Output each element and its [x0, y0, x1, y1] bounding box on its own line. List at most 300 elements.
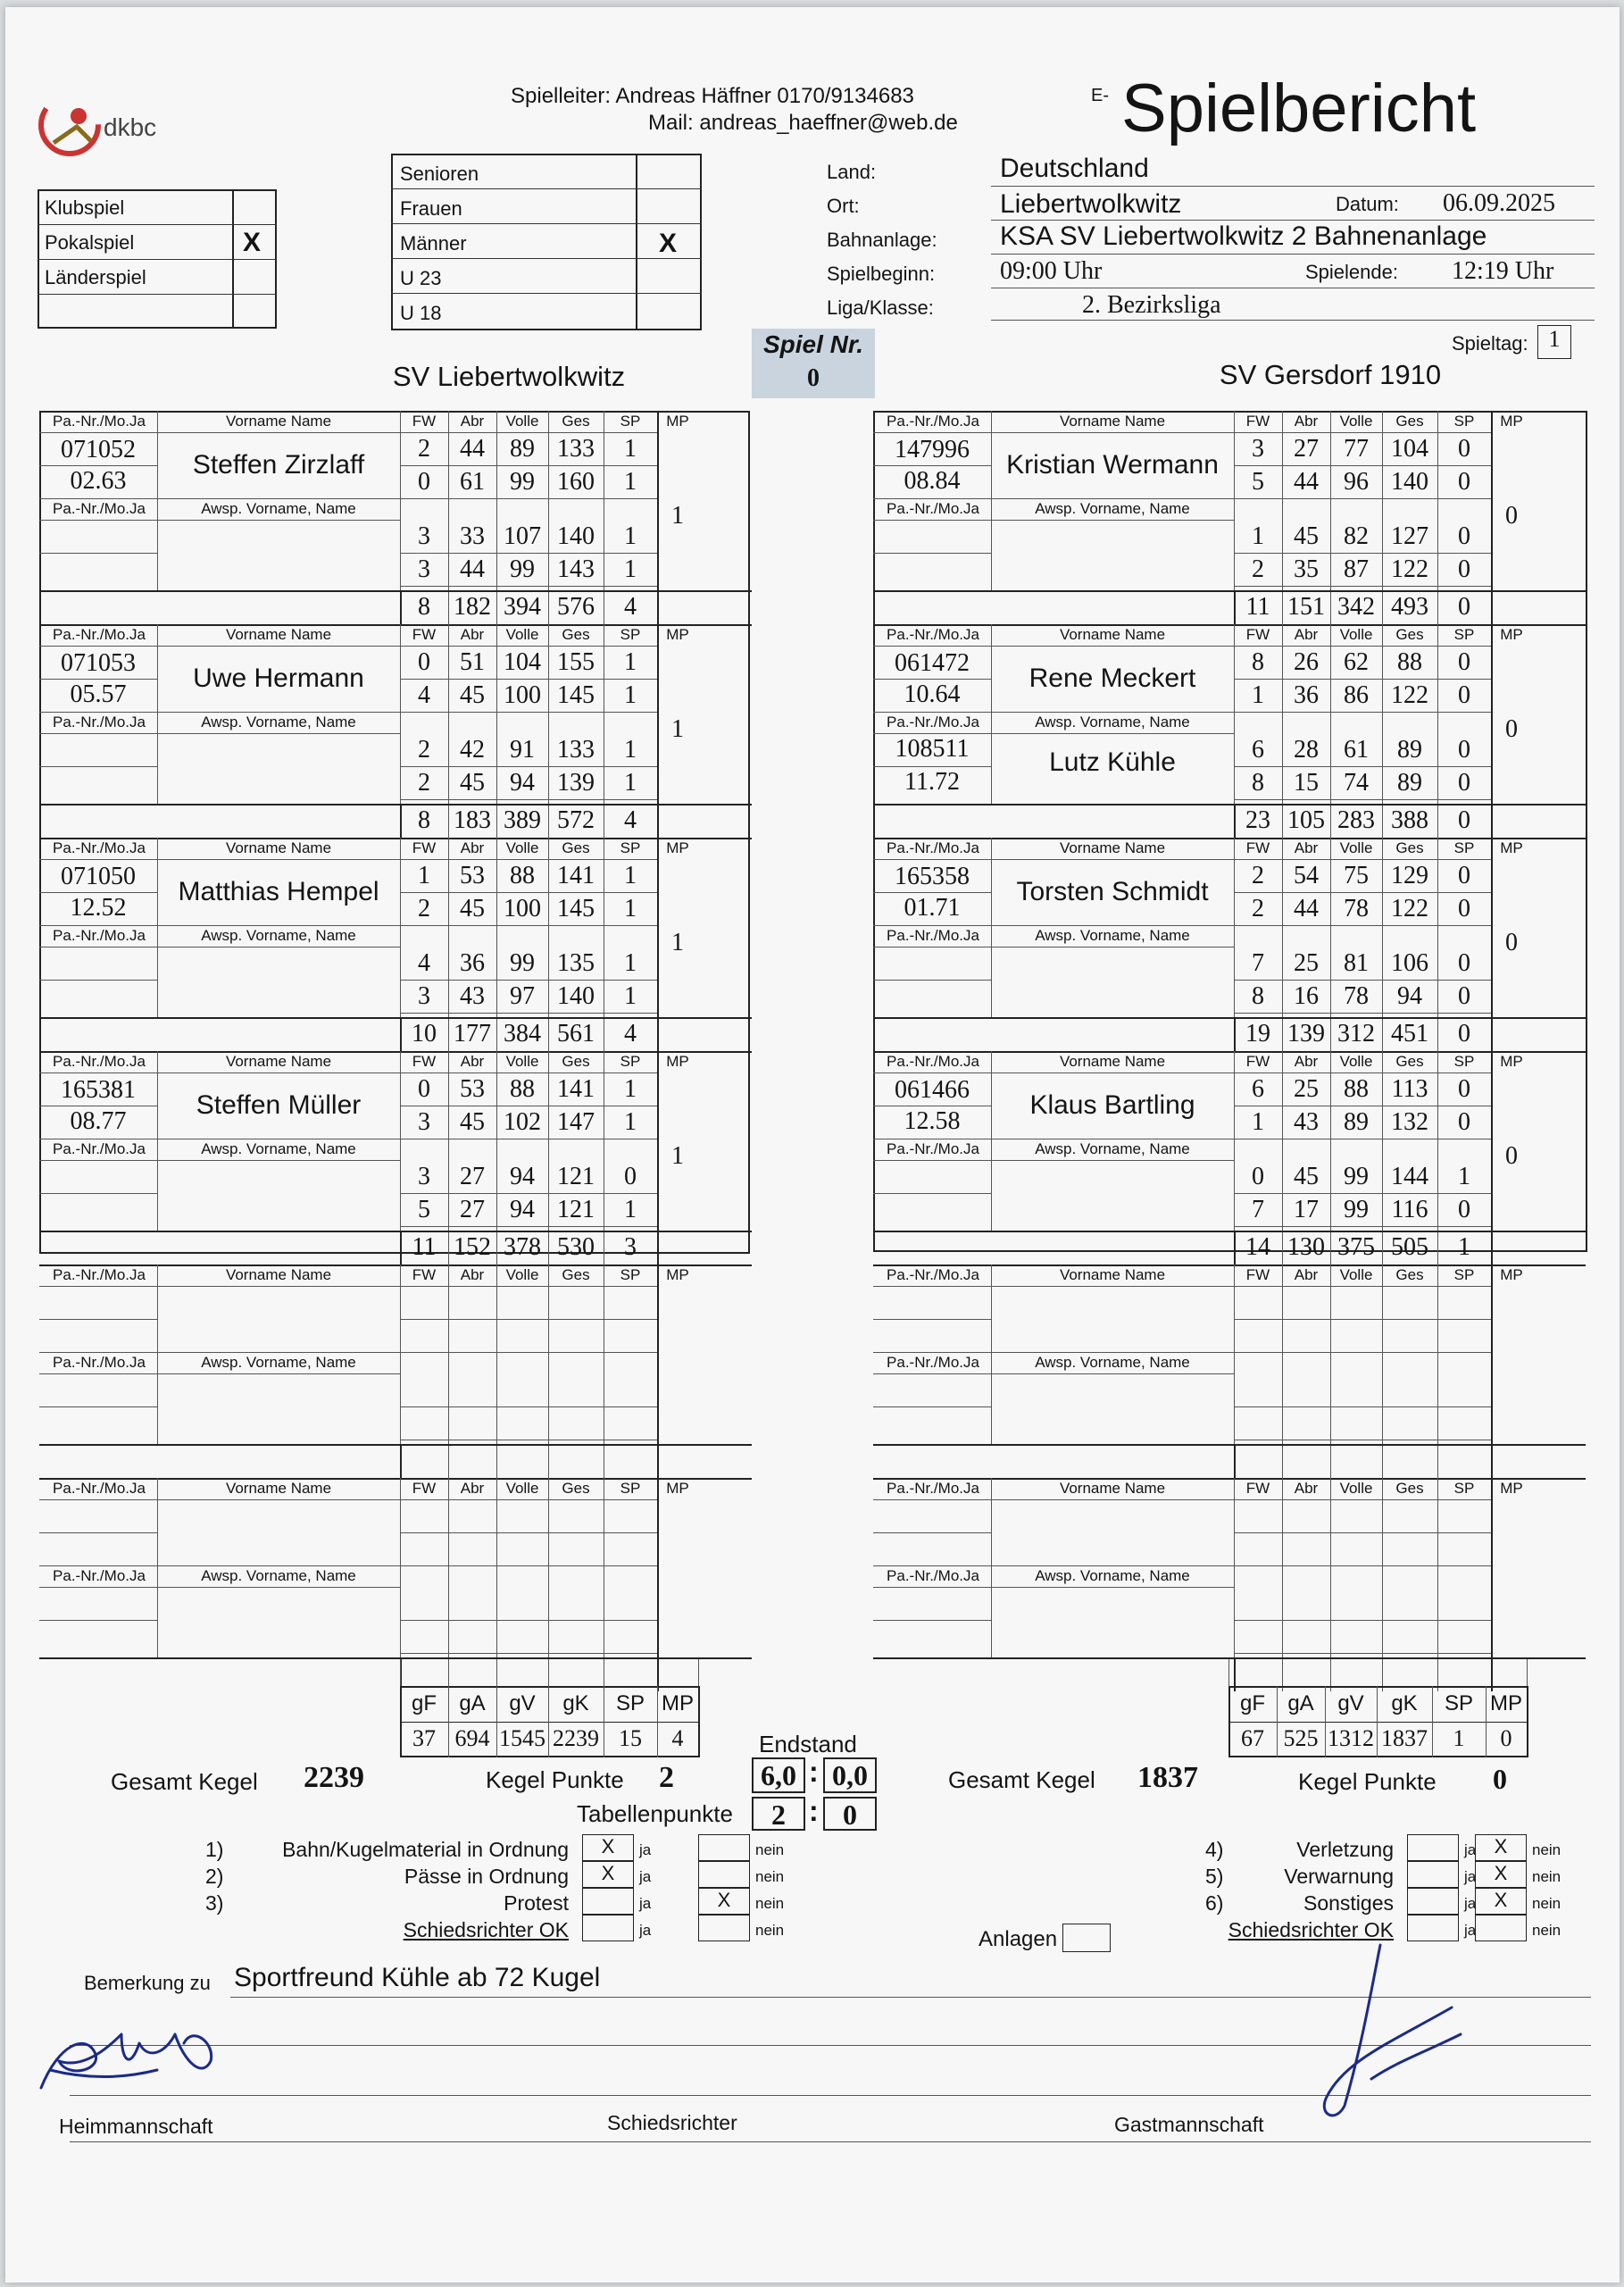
check-nein-box[interactable] — [1475, 1915, 1527, 1941]
score-cell: 143 — [557, 555, 595, 583]
score-cell: 17 — [1294, 1196, 1319, 1223]
pa-header: Pa.-Nr./Mo.Ja — [887, 1266, 979, 1283]
sum-value: 694 — [454, 1725, 490, 1751]
spielart-mark[interactable]: X — [243, 228, 262, 257]
sum-header: gA — [1287, 1691, 1314, 1715]
col-header-volle: Volle — [505, 839, 539, 856]
pa-header: Pa.-Nr./Mo.Ja — [887, 1053, 979, 1070]
col-header-abr: Abr — [460, 626, 485, 643]
score-cell: 16 — [1294, 982, 1319, 1010]
check-number: 4) — [1205, 1838, 1224, 1861]
score-cell: 2 — [1252, 862, 1264, 889]
sum-header: gK — [1391, 1691, 1418, 1715]
col-header-ges: Ges — [562, 1480, 590, 1497]
score-cell: 94 — [510, 1163, 535, 1190]
score-cell: 1 — [1252, 522, 1264, 550]
score-cell: 107 — [504, 522, 541, 550]
col-header-ges: Ges — [1395, 1480, 1424, 1497]
score-cell: 94 — [510, 769, 535, 797]
score-cell: 3 — [418, 555, 430, 583]
sum-header: gK — [562, 1691, 589, 1715]
score-cell: 0 — [1458, 769, 1470, 797]
score-cell: 140 — [1391, 468, 1428, 496]
score-cell: 3 — [418, 1108, 430, 1136]
total-cell: 19 — [1245, 1020, 1270, 1048]
ja-label: ja — [1464, 1868, 1477, 1885]
score-cell: 33 — [460, 522, 485, 550]
check-nein-box[interactable] — [698, 1834, 750, 1861]
liga-label: Liga/Klasse: — [827, 296, 934, 319]
score-cell: 44 — [1294, 895, 1319, 922]
score-cell: 26 — [1294, 648, 1319, 676]
score-cell: 0 — [1458, 468, 1470, 496]
total-cell: 183 — [454, 806, 491, 834]
score-cell: 1 — [624, 769, 637, 797]
sum-value: 1312 — [1328, 1725, 1374, 1751]
spielende-value: 12:19 Uhr — [1452, 257, 1554, 285]
sub-name-header: Awsp. Vorname, Name — [1035, 1140, 1190, 1157]
score-cell: 3 — [1252, 435, 1264, 463]
col-header-fw: FW — [412, 1480, 437, 1497]
col-header-sp: SP — [1453, 626, 1475, 643]
col-header-abr: Abr — [460, 413, 485, 430]
tabellen-away: 0 — [823, 1797, 877, 1831]
check-nein-box[interactable]: X — [1475, 1834, 1527, 1861]
score-cell: 104 — [504, 648, 541, 676]
score-cell: 62 — [1344, 648, 1369, 676]
home-kegelpunkte-label: Kegel Punkte — [486, 1766, 624, 1793]
mp-cell: 0 — [1505, 715, 1518, 743]
col-header-abr: Abr — [1294, 839, 1319, 856]
score-cell: 121 — [557, 1196, 595, 1223]
score-cell: 116 — [1391, 1196, 1428, 1223]
score-cell: 99 — [510, 949, 535, 977]
ort-value: Liebertwolkwitz — [1000, 189, 1182, 219]
score-cell: 88 — [1344, 1075, 1369, 1103]
klasse-label: Männer — [400, 232, 467, 255]
sum-value: 37 — [412, 1725, 436, 1751]
endstand-home: 6,0 — [752, 1757, 805, 1793]
score-cell: 2 — [418, 736, 430, 764]
score-cell: 28 — [1294, 736, 1319, 764]
total-cell: 8 — [418, 806, 430, 834]
score-cell: 45 — [460, 681, 485, 709]
check-label: Bahn/Kugelmaterial in Ordnung — [282, 1838, 569, 1861]
sum-value: 1 — [1453, 1725, 1465, 1751]
name-header: Vorname Name — [1059, 626, 1166, 643]
score-cell: 35 — [1294, 555, 1319, 583]
sum-value: 4 — [671, 1725, 684, 1751]
score-cell: 75 — [1344, 862, 1369, 889]
sub-name: Lutz Kühle — [1049, 747, 1176, 777]
player-pass-number: 071050 — [61, 863, 136, 890]
nein-label: nein — [755, 1895, 785, 1912]
total-cell: 11 — [1245, 593, 1270, 621]
score-cell: 2 — [1252, 895, 1264, 922]
total-cell: 283 — [1337, 806, 1375, 834]
score-cell: 135 — [557, 949, 595, 977]
mp-cell: 0 — [1505, 929, 1518, 956]
name-header: Vorname Name — [225, 839, 332, 856]
check-ja-box[interactable] — [1407, 1834, 1459, 1861]
score-cell: 140 — [557, 522, 595, 550]
klasse-label: Senioren — [400, 163, 479, 185]
score-cell: 27 — [460, 1163, 485, 1190]
check-label: Sonstiges — [1303, 1891, 1394, 1915]
player-birth: 12.58 — [904, 1107, 961, 1135]
score-cell: 100 — [504, 895, 541, 922]
score-cell: 7 — [1252, 1196, 1264, 1223]
schiri-signature-label: Schiedsrichter — [607, 2111, 737, 2134]
col-header-mp: MP — [666, 413, 689, 430]
pa-header: Pa.-Nr./Mo.Ja — [53, 413, 146, 430]
klasse-label: Frauen — [400, 197, 462, 220]
col-header-abr: Abr — [1294, 1266, 1319, 1283]
col-header-abr: Abr — [1294, 626, 1319, 643]
score-cell: 140 — [557, 982, 595, 1010]
away-team-name: SV Gersdorf 1910 — [1219, 359, 1442, 390]
col-header-volle: Volle — [1339, 1053, 1373, 1070]
col-header-ges: Ges — [562, 839, 590, 856]
title-prefix: E- — [1091, 86, 1109, 105]
score-cell: 1 — [1458, 1163, 1470, 1190]
score-cell: 0 — [1458, 522, 1470, 550]
score-cell: 1 — [624, 895, 637, 922]
score-cell: 0 — [1458, 736, 1470, 764]
check-number: 1) — [205, 1838, 224, 1861]
pa-header: Pa.-Nr./Mo.Ja — [53, 1266, 146, 1283]
name-header: Vorname Name — [225, 413, 332, 430]
col-header-fw: FW — [412, 1053, 437, 1070]
sub-name-header: Awsp. Vorname, Name — [201, 714, 356, 730]
col-header-sp: SP — [620, 626, 641, 643]
score-cell: 2 — [418, 435, 430, 463]
anlagen-box[interactable] — [1062, 1924, 1111, 1952]
total-cell: 451 — [1391, 1020, 1428, 1048]
total-cell: 4 — [624, 1020, 637, 1048]
check-ja-box[interactable] — [1407, 1915, 1459, 1941]
sum-value: 15 — [619, 1725, 642, 1751]
total-cell: 0 — [1458, 806, 1470, 834]
check-ja-box[interactable] — [582, 1915, 634, 1941]
score-cell: 0 — [1252, 1163, 1264, 1190]
sum-header: SP — [615, 1691, 645, 1715]
klasse-mark[interactable]: X — [659, 229, 678, 258]
score-cell: 147 — [557, 1108, 595, 1136]
score-cell: 102 — [504, 1108, 541, 1136]
name-header: Vorname Name — [1059, 1480, 1166, 1497]
check-number: 6) — [1205, 1891, 1224, 1915]
total-cell: 561 — [557, 1020, 595, 1048]
score-cell: 45 — [1294, 522, 1319, 550]
player-name: Rene Meckert — [1029, 664, 1196, 693]
player-pass-number: 165381 — [61, 1076, 136, 1104]
score-cell: 86 — [1344, 681, 1369, 709]
home-gesamt-value: 2239 — [304, 1761, 364, 1794]
col-header-mp: MP — [666, 839, 689, 856]
player-birth: 05.57 — [70, 680, 127, 708]
sub-pa-header: Pa.-Nr./Mo.Ja — [887, 1567, 979, 1584]
nein-label: nein — [1532, 1868, 1562, 1885]
away-gesamt-label: Gesamt Kegel — [948, 1766, 1095, 1793]
score-cell: 113 — [1391, 1075, 1428, 1103]
sum-value: 67 — [1241, 1725, 1264, 1751]
sub-name-header: Awsp. Vorname, Name — [1035, 1567, 1190, 1584]
total-cell: 10 — [412, 1020, 437, 1048]
score-cell: 0 — [624, 1163, 637, 1190]
spielende-label: Spielende: — [1305, 261, 1398, 283]
spielnr-value: 0 — [807, 364, 820, 392]
score-cell: 133 — [557, 435, 595, 463]
col-header-fw: FW — [412, 1266, 437, 1283]
score-cell: 78 — [1344, 895, 1369, 922]
score-cell: 97 — [510, 982, 535, 1010]
score-cell: 0 — [1458, 895, 1470, 922]
col-header-fw: FW — [412, 413, 437, 430]
total-cell: 1 — [1458, 1233, 1470, 1261]
endstand-colon: : — [809, 1756, 819, 1788]
spieltag-label: Spieltag: — [1452, 332, 1528, 355]
col-header-ges: Ges — [562, 1053, 590, 1070]
check-nein-box[interactable]: X — [1475, 1888, 1527, 1915]
score-cell: 99 — [1344, 1196, 1369, 1223]
bahnanlage-label: Bahnanlage: — [827, 229, 937, 251]
col-header-volle: Volle — [1339, 1266, 1373, 1283]
score-cell: 1 — [624, 949, 637, 977]
col-header-ges: Ges — [562, 626, 590, 643]
spielbeginn-value: 09:00 Uhr — [1000, 257, 1103, 285]
score-cell: 122 — [1391, 681, 1428, 709]
total-cell: 11 — [412, 1233, 437, 1261]
total-cell: 530 — [557, 1233, 595, 1261]
score-cell: 3 — [418, 1163, 430, 1190]
sum-header: gV — [1337, 1691, 1364, 1715]
sub-name-header: Awsp. Vorname, Name — [201, 1567, 356, 1584]
ja-label: ja — [1464, 1922, 1477, 1939]
total-cell: 378 — [504, 1233, 541, 1261]
col-header-abr: Abr — [1294, 1053, 1319, 1070]
sum-value: 2239 — [553, 1725, 599, 1751]
endstand-away: 0,0 — [823, 1757, 877, 1793]
score-cell: 8 — [1252, 982, 1264, 1010]
pa-header: Pa.-Nr./Mo.Ja — [887, 413, 979, 430]
player-pass-number: 165358 — [895, 863, 970, 890]
total-cell: 151 — [1287, 593, 1325, 621]
check-ja-box[interactable] — [1407, 1861, 1459, 1888]
score-cell: 45 — [460, 1108, 485, 1136]
heim-signature — [32, 2007, 229, 2106]
spielleiter-text: Spielleiter: Andreas Häffner 0170/9134683 — [511, 84, 914, 108]
col-header-mp: MP — [1500, 839, 1523, 856]
total-cell: 384 — [504, 1020, 541, 1048]
col-header-fw: FW — [412, 626, 437, 643]
total-cell: 576 — [557, 593, 595, 621]
score-cell: 1 — [624, 982, 637, 1010]
col-header-mp: MP — [666, 626, 689, 643]
sum-header: MP — [1490, 1691, 1522, 1715]
score-cell: 0 — [1458, 949, 1470, 977]
col-header-abr: Abr — [460, 839, 485, 856]
score-cell: 27 — [1294, 435, 1319, 463]
check-ja-box[interactable] — [1407, 1888, 1459, 1915]
col-header-sp: SP — [1453, 1053, 1475, 1070]
svg-text:dkbc: dkbc — [104, 113, 157, 141]
score-cell: 127 — [1391, 522, 1428, 550]
score-cell: 2 — [1252, 555, 1264, 583]
col-header-mp: MP — [1500, 1266, 1523, 1283]
sum-value: 525 — [1283, 1725, 1319, 1751]
score-cell: 1 — [624, 1075, 637, 1103]
score-cell: 8 — [1252, 648, 1264, 676]
spielnr-label: Spiel Nr. — [762, 330, 864, 358]
land-value: Deutschland — [1000, 154, 1149, 183]
score-cell: 4 — [418, 681, 430, 709]
col-header-ges: Ges — [1395, 413, 1424, 430]
away-kegelpunkte-value: 0 — [1493, 1763, 1507, 1795]
sum-header: gA — [459, 1691, 486, 1715]
score-cell: 54 — [1294, 862, 1319, 889]
score-cell: 3 — [418, 982, 430, 1010]
col-header-ges: Ges — [1395, 1053, 1424, 1070]
score-cell: 0 — [418, 1075, 430, 1103]
total-cell: 4 — [624, 806, 637, 834]
col-header-sp: SP — [1453, 1480, 1475, 1497]
pa-header: Pa.-Nr./Mo.Ja — [53, 626, 146, 643]
sub-name-header: Awsp. Vorname, Name — [1035, 1354, 1190, 1371]
klasse-label: U 18 — [400, 302, 442, 324]
col-header-mp: MP — [666, 1053, 689, 1070]
player-birth: 02.63 — [70, 467, 127, 495]
score-cell: 6 — [1252, 736, 1264, 764]
score-cell: 0 — [1458, 435, 1470, 463]
tabellen-colon: : — [809, 1795, 819, 1827]
check-number: 5) — [1205, 1865, 1224, 1888]
score-cell: 1 — [1252, 681, 1264, 709]
check-ja-box[interactable] — [582, 1888, 634, 1915]
sub-name-header: Awsp. Vorname, Name — [201, 500, 356, 517]
player-name: Klaus Bartling — [1029, 1090, 1195, 1120]
dkbc-logo — [36, 89, 170, 170]
datum-label: Datum: — [1336, 193, 1399, 215]
name-header: Vorname Name — [225, 1053, 332, 1070]
col-header-volle: Volle — [1339, 626, 1373, 643]
col-header-volle: Volle — [505, 1480, 539, 1497]
sub-pa-header: Pa.-Nr./Mo.Ja — [887, 500, 979, 517]
nein-label: nein — [755, 1922, 785, 1939]
check-ja-box[interactable]: X — [582, 1834, 634, 1861]
home-kegelpunkte-value: 2 — [659, 1761, 674, 1794]
player-birth: 10.64 — [904, 680, 961, 708]
check-nein-box[interactable] — [698, 1861, 750, 1888]
sub-name-header: Awsp. Vorname, Name — [1035, 500, 1190, 517]
check-ja-box[interactable]: X — [582, 1861, 634, 1888]
score-cell: 91 — [510, 736, 535, 764]
check-nein-box[interactable] — [698, 1915, 750, 1941]
score-cell: 36 — [460, 949, 485, 977]
check-label: Verletzung — [1296, 1838, 1394, 1861]
total-cell: 23 — [1245, 806, 1270, 834]
tabellenpunkte-label: Tabellenpunkte — [577, 1800, 733, 1827]
score-cell: 89 — [510, 435, 535, 463]
player-name: Torsten Schmidt — [1016, 877, 1209, 906]
col-header-ges: Ges — [562, 1266, 590, 1283]
score-cell: 0 — [1458, 1108, 1470, 1136]
score-cell: 53 — [460, 1075, 485, 1103]
score-cell: 0 — [1458, 1196, 1470, 1223]
gast-signature — [1282, 1936, 1478, 2133]
total-cell: 14 — [1245, 1233, 1270, 1261]
sub-pa-header: Pa.-Nr./Mo.Ja — [53, 1567, 146, 1584]
col-header-abr: Abr — [460, 1266, 485, 1283]
score-cell: 0 — [1458, 681, 1470, 709]
col-header-volle: Volle — [505, 626, 539, 643]
score-cell: 87 — [1344, 555, 1369, 583]
sum-header: SP — [1444, 1691, 1473, 1715]
score-cell: 141 — [557, 1075, 595, 1103]
spielbeginn-label: Spielbeginn: — [827, 263, 936, 285]
total-cell: 572 — [557, 806, 595, 834]
nein-label: nein — [1532, 1841, 1562, 1858]
score-cell: 94 — [1397, 982, 1422, 1010]
col-header-sp: SP — [620, 1480, 641, 1497]
col-header-mp: MP — [666, 1266, 689, 1283]
pa-header: Pa.-Nr./Mo.Ja — [887, 626, 979, 643]
sum-header: gV — [509, 1691, 536, 1715]
score-cell: 144 — [1391, 1163, 1428, 1190]
sum-header: gF — [1239, 1691, 1265, 1715]
player-pass-number: 071052 — [61, 436, 136, 463]
sub-pa-header: Pa.-Nr./Mo.Ja — [887, 927, 979, 944]
total-cell: 0 — [1458, 593, 1470, 621]
nein-label: nein — [755, 1841, 785, 1858]
sub-name-header: Awsp. Vorname, Name — [1035, 927, 1190, 944]
col-header-ges: Ges — [1395, 839, 1424, 856]
player-name: Steffen Müller — [196, 1090, 362, 1120]
score-cell: 7 — [1252, 949, 1264, 977]
bahnanlage-value: KSA SV Liebertwolkwitz 2 Bahnenanlage — [1000, 221, 1487, 251]
score-cell: 99 — [510, 555, 535, 583]
check-nein-box[interactable]: X — [698, 1888, 750, 1915]
check-nein-box[interactable]: X — [1475, 1861, 1527, 1888]
sum-value: 1545 — [499, 1725, 545, 1751]
check-number: 3) — [205, 1891, 224, 1915]
ort-label: Ort: — [827, 195, 860, 217]
col-header-fw: FW — [412, 839, 437, 856]
score-cell: 1 — [624, 681, 637, 709]
total-cell: 130 — [1287, 1233, 1325, 1261]
name-header: Vorname Name — [1059, 1053, 1166, 1070]
score-cell: 0 — [1458, 862, 1470, 889]
score-cell: 0 — [418, 468, 430, 496]
score-cell: 44 — [460, 555, 485, 583]
col-header-abr: Abr — [460, 1480, 485, 1497]
col-header-sp: SP — [1453, 839, 1475, 856]
sub-name-header: Awsp. Vorname, Name — [201, 927, 356, 944]
col-header-fw: FW — [1245, 626, 1270, 643]
sub-birth: 11.72 — [904, 768, 960, 796]
total-cell: 177 — [454, 1020, 491, 1048]
sub-pa-header: Pa.-Nr./Mo.Ja — [53, 1140, 146, 1157]
total-cell: 394 — [504, 593, 541, 621]
score-cell: 82 — [1344, 522, 1369, 550]
pa-header: Pa.-Nr./Mo.Ja — [887, 839, 979, 856]
score-cell: 27 — [460, 1196, 485, 1223]
mp-cell: 1 — [671, 929, 684, 956]
check-number: 2) — [205, 1865, 224, 1888]
score-cell: 42 — [460, 736, 485, 764]
score-cell: 89 — [1397, 736, 1422, 764]
nein-label: nein — [755, 1868, 785, 1885]
